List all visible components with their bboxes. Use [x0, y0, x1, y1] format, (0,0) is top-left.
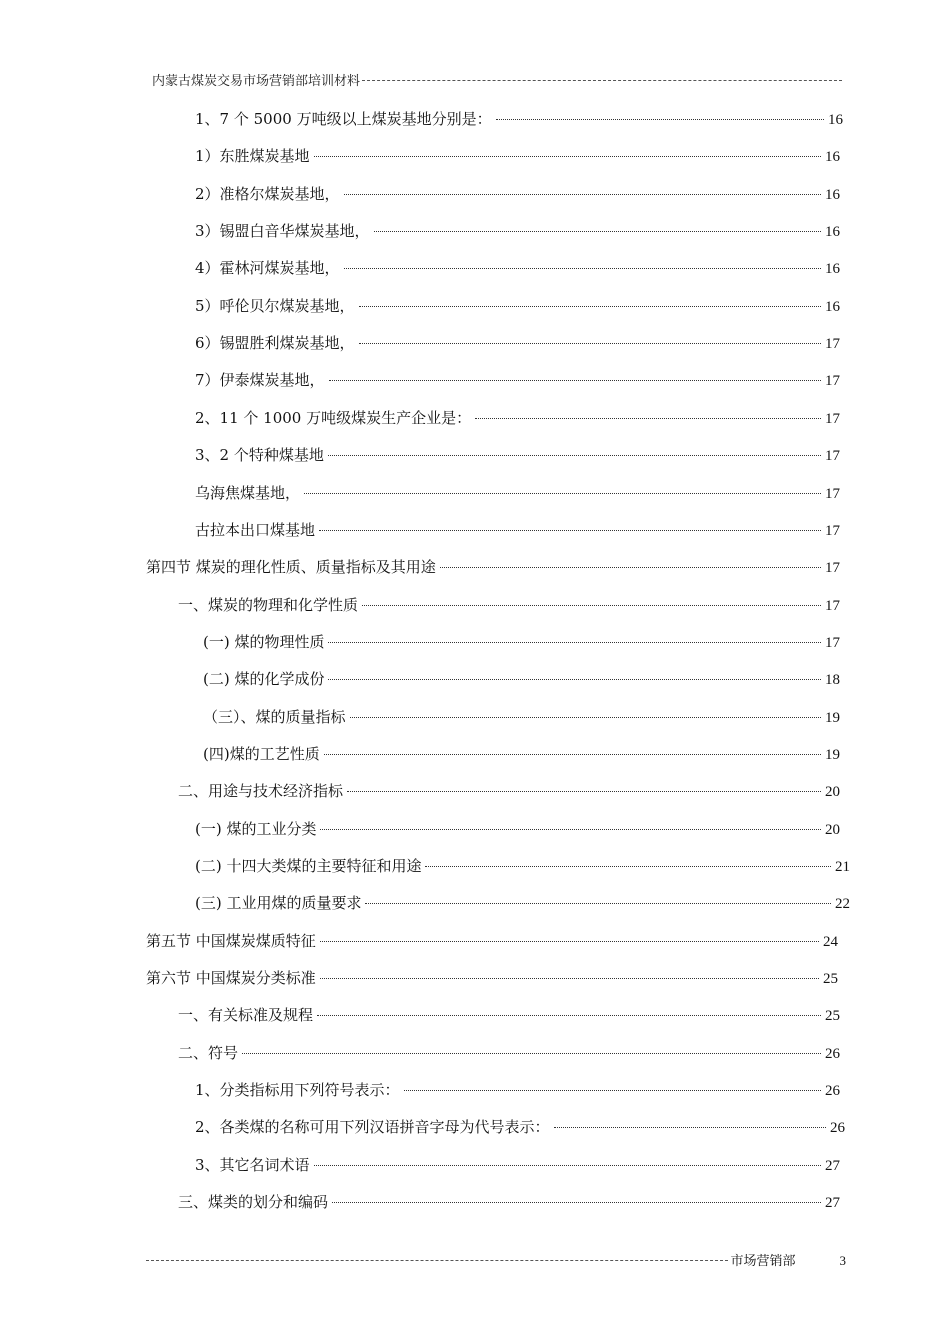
toc-entry-page: 26 — [830, 1120, 845, 1136]
toc-entry-title: 三、煤类的划分和编码 — [178, 1193, 329, 1211]
toc-entry-page: 17 — [825, 336, 840, 352]
toc-entry[interactable] — [203, 668, 840, 692]
toc-leader-dots — [319, 530, 821, 531]
toc-entry[interactable] — [195, 1154, 840, 1178]
toc-entry-title: 乌海焦煤基地， — [195, 484, 301, 502]
toc-leader-dots — [242, 1053, 821, 1054]
toc-leader-dots — [347, 791, 821, 792]
toc-entry-title: (四)煤的工艺性质 — [203, 745, 320, 763]
toc-entry[interactable] — [195, 332, 840, 356]
toc-leader-dots — [344, 268, 821, 269]
toc-entry-title: 1、7 个 5000 万吨级以上煤炭基地分别是： — [195, 110, 492, 128]
toc-entry-title: 第六节 中国煤炭分类标准 — [146, 969, 316, 987]
toc-entry[interactable] — [178, 1191, 840, 1215]
toc-entry[interactable] — [195, 183, 840, 207]
toc-entry-title: (二) 十四大类煤的主要特征和用途 — [195, 857, 422, 875]
toc-leader-dots — [332, 1202, 821, 1203]
toc-leader-dots — [329, 380, 821, 381]
toc-entry[interactable] — [146, 556, 840, 580]
toc-entry-page: 26 — [825, 1083, 840, 1099]
toc-entry-page: 25 — [825, 1008, 840, 1024]
toc-leader-dots — [475, 418, 821, 419]
toc-entry-title: 3、其它名词术语 — [195, 1156, 310, 1174]
toc-leader-dots — [425, 866, 831, 867]
toc-leader-dots — [359, 343, 821, 344]
toc-entry[interactable] — [178, 594, 840, 618]
toc-entry[interactable] — [146, 930, 838, 954]
toc-entry[interactable] — [195, 818, 840, 842]
toc-entry[interactable] — [195, 855, 850, 879]
toc-entry-page: 16 — [825, 261, 840, 277]
toc-entry-title: 2）准格尔煤炭基地， — [195, 185, 340, 203]
toc-leader-dots — [314, 1165, 821, 1166]
toc-leader-dots — [374, 231, 821, 232]
toc-entry[interactable] — [203, 631, 840, 655]
toc-entry-page: 18 — [825, 672, 840, 688]
toc-leader-dots — [359, 306, 821, 307]
toc-entry-title: (二) 煤的化学成份 — [203, 670, 325, 688]
header-rule — [362, 80, 842, 81]
toc-entry[interactable] — [195, 892, 850, 916]
toc-entry-title: 二、用途与技术经济指标 — [178, 782, 344, 800]
toc-leader-dots — [344, 194, 821, 195]
toc-entry-page: 26 — [825, 1046, 840, 1062]
toc-entry-title: 5）呼伦贝尔煤炭基地， — [195, 297, 355, 315]
toc-entry-title: 第五节 中国煤炭煤质特征 — [146, 932, 316, 950]
toc-entry-title: 二、符号 — [178, 1044, 239, 1062]
toc-entry-page: 17 — [825, 635, 840, 651]
toc-entry[interactable] — [195, 257, 840, 281]
toc-entry-title: 4）霍林河煤炭基地， — [195, 259, 340, 277]
toc-leader-dots — [440, 567, 821, 568]
toc-entry-page: 22 — [835, 896, 850, 912]
toc-leader-dots — [496, 119, 824, 120]
toc-entry[interactable] — [203, 743, 840, 767]
toc-entry[interactable] — [195, 145, 840, 169]
toc-entry-title: (三) 工业用煤的质量要求 — [195, 894, 362, 912]
toc-entry-title: 1）东胜煤炭基地 — [195, 147, 310, 165]
toc-entry-page: 16 — [825, 187, 840, 203]
toc-entry-title: （三）、煤的质量指标 — [203, 708, 346, 726]
toc-entry-title: (一) 煤的工业分类 — [195, 820, 317, 838]
toc-entry[interactable] — [178, 1042, 840, 1066]
toc-entry[interactable] — [195, 220, 840, 244]
toc-entry[interactable] — [195, 519, 840, 543]
toc-entry[interactable] — [195, 444, 840, 468]
toc-entry-page: 17 — [825, 448, 840, 464]
toc-entry-page: 17 — [825, 411, 840, 427]
toc-entry[interactable] — [195, 407, 840, 431]
toc-entry-title: 7）伊泰煤炭基地， — [195, 371, 325, 389]
toc-entry-page: 16 — [825, 149, 840, 165]
toc-leader-dots — [362, 605, 821, 606]
toc-entry-title: 6）锡盟胜利煤炭基地， — [195, 334, 355, 352]
toc-entry-title: 3、2 个特种煤基地 — [195, 446, 324, 464]
toc-entry-page: 24 — [823, 934, 838, 950]
toc-leader-dots — [320, 829, 821, 830]
toc-entry-page: 20 — [825, 784, 840, 800]
toc-entry-page: 17 — [825, 598, 840, 614]
toc-leader-dots — [320, 978, 819, 979]
footer-department: 市场营销部 — [730, 1254, 796, 1269]
toc-entry-page: 17 — [825, 373, 840, 389]
toc-entry-title: 第四节 煤炭的理化性质、质量指标及其用途 — [146, 558, 436, 576]
toc-entry-page: 27 — [825, 1195, 840, 1211]
toc-entry-page: 19 — [825, 710, 840, 726]
toc-entry-page: 17 — [825, 486, 840, 502]
toc-entry-page: 19 — [825, 747, 840, 763]
toc-leader-dots — [350, 717, 821, 718]
toc-entry-page: 27 — [825, 1158, 840, 1174]
page-header — [152, 70, 842, 89]
toc-leader-dots — [314, 156, 821, 157]
toc-entry[interactable] — [178, 780, 840, 804]
toc-leader-dots — [324, 754, 821, 755]
page-number: 3 — [839, 1253, 846, 1268]
toc-entry[interactable] — [195, 108, 843, 132]
toc-entry[interactable] — [203, 706, 840, 730]
toc-entry[interactable] — [195, 482, 840, 506]
page-footer — [146, 1250, 846, 1269]
toc-entry-page: 21 — [835, 859, 850, 875]
footer-rule — [146, 1260, 728, 1261]
toc-entry-title: (一) 煤的物理性质 — [203, 633, 325, 651]
toc-leader-dots — [328, 455, 821, 456]
header-title: 内蒙古煤炭交易市场营销部培训材料 — [152, 74, 361, 89]
toc-entry-title: 1、分类指标用下列符号表示： — [195, 1081, 400, 1099]
toc-entry[interactable] — [146, 967, 838, 991]
toc-entry-title: 2、11 个 1000 万吨级煤炭生产企业是： — [195, 409, 472, 427]
toc-leader-dots — [328, 642, 821, 643]
toc-entry-title: 2、各类煤的名称可用下列汉语拼音字母为代号表示： — [195, 1118, 550, 1136]
toc-entry-title: 古拉本出口煤基地 — [195, 521, 316, 539]
toc-entry-page: 20 — [825, 822, 840, 838]
toc-leader-dots — [328, 679, 821, 680]
toc-entry-title: 一、有关标准及规程 — [178, 1006, 314, 1024]
toc-entry[interactable] — [195, 369, 840, 393]
toc-leader-dots — [554, 1127, 826, 1128]
toc-leader-dots — [404, 1090, 821, 1091]
toc-entry-page: 16 — [825, 299, 840, 315]
toc-entry[interactable] — [178, 1004, 840, 1028]
toc-entry[interactable] — [195, 1079, 840, 1103]
toc-entry-page: 17 — [825, 523, 840, 539]
toc-entry-title: 一、煤炭的物理和化学性质 — [178, 596, 359, 614]
toc-entry-page: 16 — [825, 224, 840, 240]
toc-leader-dots — [320, 941, 819, 942]
toc-leader-dots — [317, 1015, 821, 1016]
toc-entry[interactable] — [195, 1116, 845, 1140]
toc-entry-page: 17 — [825, 560, 840, 576]
toc-entry-page: 25 — [823, 971, 838, 987]
toc-leader-dots — [365, 903, 831, 904]
toc-leader-dots — [304, 493, 821, 494]
toc-entry-title: 3）锡盟白音华煤炭基地， — [195, 222, 370, 240]
toc-entry-page: 16 — [828, 112, 843, 128]
toc-entry[interactable] — [195, 295, 840, 319]
